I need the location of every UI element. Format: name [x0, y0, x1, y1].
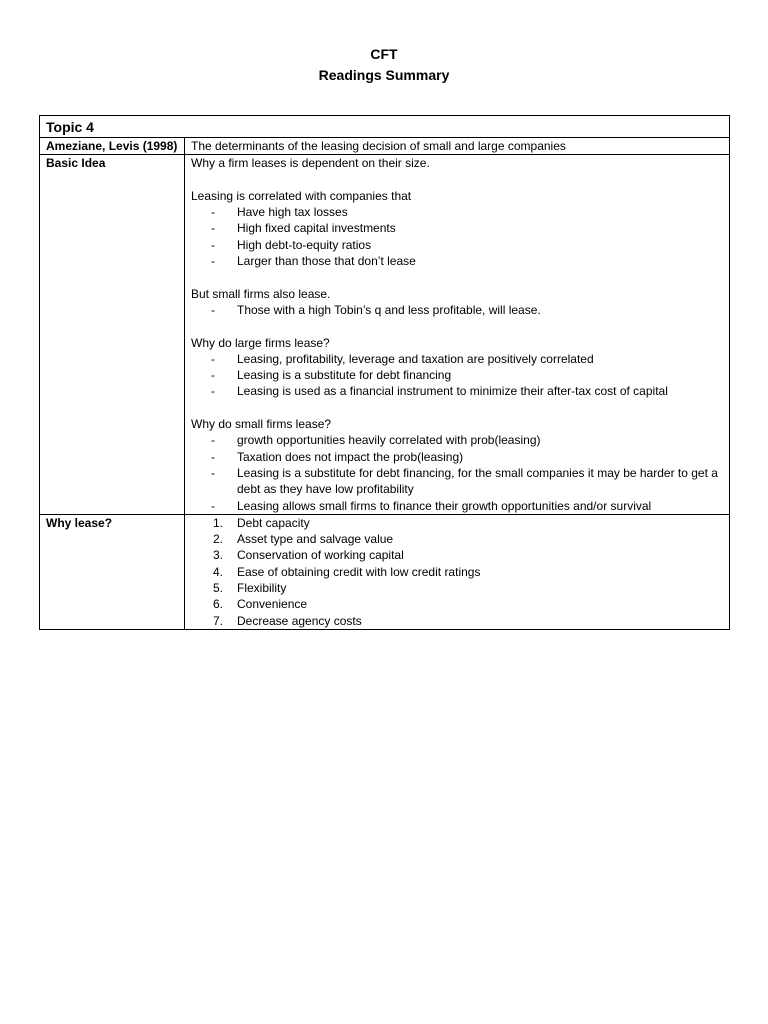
list-item-text: Larger than those that don’t lease — [237, 254, 416, 269]
item-number: 1. — [213, 515, 224, 530]
why-lease-list — [191, 515, 723, 629]
list-item — [213, 613, 723, 629]
list-item — [211, 204, 723, 220]
author-row — [40, 138, 730, 155]
list-item-text: Leasing is a substitute for debt financing — [237, 368, 452, 383]
dash-bullet: - — [211, 237, 215, 252]
why-lease-label: Why lease? — [40, 514, 185, 629]
dash-bullet: - — [211, 221, 215, 236]
basic-idea-row — [40, 155, 730, 515]
dash-bullet: - — [211, 302, 215, 317]
list-item-text: Have high tax losses — [237, 205, 348, 220]
list-item-text: Taxation does not impact the prob(leasing) — [237, 449, 464, 464]
small-also-heading: But small firms also lease. — [191, 286, 331, 301]
correlated-list — [191, 204, 723, 269]
list-item — [213, 596, 723, 612]
dash-bullet: - — [211, 205, 215, 220]
spacer — [191, 172, 723, 188]
list-item-text: Decrease agency costs — [237, 613, 362, 628]
list-item — [211, 220, 723, 236]
dash-bullet: - — [211, 433, 215, 448]
dash-bullet: - — [211, 254, 215, 269]
small-firms-heading: Why do small firms lease? — [191, 417, 332, 432]
list-item-text: Those with a high Tobin’s q and less profitable, will lease. — [237, 302, 541, 317]
small-also-list — [191, 302, 723, 318]
list-item-text: Ease of obtaining credit with low credit ratings — [237, 564, 481, 579]
document-title: CFT — [370, 46, 398, 62]
list-item-text: Leasing is a substitute for debt financing, for the small companies it may be harder to get a debt as they have low profitability — [237, 465, 718, 497]
list-item — [213, 547, 723, 563]
item-number: 7. — [213, 613, 224, 628]
basic-idea-intro: Why a firm leases is dependent on their size. — [191, 156, 430, 171]
item-number: 4. — [213, 564, 224, 579]
spacer — [191, 318, 723, 334]
list-item — [211, 432, 723, 448]
list-item — [211, 465, 723, 498]
list-item — [211, 237, 723, 253]
dash-bullet: - — [211, 384, 215, 399]
list-item — [211, 498, 723, 514]
list-item-text: Leasing is used as a financial instrument to minimize their after-tax cost of capital — [237, 384, 668, 399]
basic-idea-label: Basic Idea — [40, 155, 185, 515]
list-item — [213, 515, 723, 531]
dash-bullet: - — [211, 351, 215, 366]
list-item — [211, 367, 723, 383]
correlated-heading: Leasing is correlated with companies that — [191, 188, 412, 203]
topic-heading: Topic 4 — [40, 116, 730, 138]
why-lease-content — [185, 514, 730, 629]
large-firms-list — [191, 351, 723, 400]
list-item-text: Leasing, profitability, leverage and taxation are positively correlated — [237, 351, 594, 366]
list-item-text: growth opportunities heavily correlated with prob(leasing) — [237, 433, 541, 448]
list-item — [211, 449, 723, 465]
list-item-text: Leasing allows small firms to finance their growth opportunities and/or survival — [237, 498, 652, 513]
dash-bullet: - — [211, 449, 215, 464]
list-item-text: High debt-to-equity ratios — [237, 237, 372, 252]
author-cell: Ameziane, Levis (1998) — [40, 138, 185, 155]
list-item-text: Debt capacity — [237, 515, 310, 530]
readings-summary-table — [39, 115, 730, 630]
list-item-text: High fixed capital investments — [237, 221, 396, 236]
item-number: 6. — [213, 597, 224, 612]
item-number: 2. — [213, 532, 224, 547]
list-item — [211, 351, 723, 367]
document-subtitle: Readings Summary — [318, 67, 450, 83]
spacer — [191, 400, 723, 416]
list-item — [213, 531, 723, 547]
item-number: 3. — [213, 548, 224, 563]
list-item — [211, 253, 723, 269]
list-item-text: Conservation of working capital — [237, 548, 404, 563]
list-item — [213, 580, 723, 596]
list-item — [211, 383, 723, 399]
dash-bullet: - — [211, 498, 215, 513]
dash-bullet: - — [211, 465, 215, 480]
basic-idea-content — [185, 155, 730, 515]
list-item — [213, 564, 723, 580]
paper-title-cell: The determinants of the leasing decision of small and large companies — [185, 138, 730, 155]
list-item-text: Convenience — [237, 597, 308, 612]
topic-row — [40, 116, 730, 138]
list-item-text: Flexibility — [237, 581, 287, 596]
dash-bullet: - — [211, 368, 215, 383]
list-item — [211, 302, 723, 318]
spacer — [191, 269, 723, 285]
large-firms-heading: Why do large firms lease? — [191, 335, 330, 350]
item-number: 5. — [213, 581, 224, 596]
small-firms-list — [191, 432, 723, 513]
why-lease-row — [40, 514, 730, 629]
list-item-text: Asset type and salvage value — [237, 532, 394, 547]
